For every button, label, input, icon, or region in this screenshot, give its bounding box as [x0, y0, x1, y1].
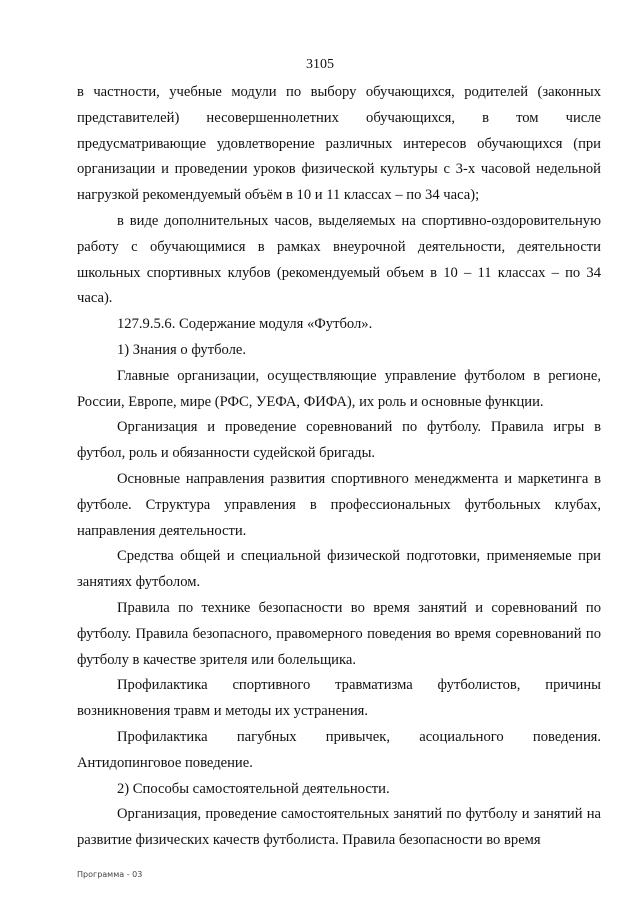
- paragraph: в виде дополнительных часов, выделяемых на спортивно-оздоровительную работу с обучающимися в рамках внеурочной деятельности, деятельности школьных спортивных клубов (рекомендуемый объем в 10 – 11 классах – по 34 часа).: [77, 212, 601, 307]
- paragraph: Главные организации, осуществляющие управление футболом в регионе, России, Европе, мире (РФС, УЕФА, ФИФА), их роль и основные функции.: [77, 367, 601, 410]
- paragraph: Профилактика пагубных привычек, асоциального поведения. Антидопинговое поведение.: [77, 728, 601, 771]
- paragraph: Профилактика спортивного травматизма футболистов, причины возникновения травм и методы их устранения.: [77, 677, 601, 720]
- paragraph: в частности, учебные модули по выбору обучающихся, родителей (законных представителей) несовершеннолетних обучающихся, в том числе предусматривающие удовлетворение различных интересов обучающихся (при организации и проведении уроков физической культуры с 3-х часовой недельной нагрузкой рекомендуемый объём в 10 и 11 классах – по 34 часа);: [77, 84, 601, 204]
- paragraph: Правила по технике безопасности во время занятий и соревнований по футболу. Правила безопасного, правомерного поведения во время соревнований по футболу в качестве зрителя или болельщика.: [77, 599, 601, 668]
- section-heading: 127.9.5.6. Содержание модуля «Футбол».: [117, 316, 373, 333]
- subsection-heading: 1) Знания о футболе.: [117, 341, 247, 358]
- page-footer: Программа - 03: [77, 870, 143, 879]
- paragraph: Организация, проведение самостоятельных занятий по футболу и занятий на развитие физических качеств футболиста. Правила безопасности во время: [77, 806, 601, 849]
- paragraph: Средства общей и специальной физической подготовки, применяемые при занятиях футболом.: [77, 548, 601, 591]
- document-body: [77, 80, 601, 854]
- paragraph: Основные направления развития спортивного менеджмента и маркетинга в футболе. Структура управления в профессиональных футбольных клубах, направления деятельности.: [77, 470, 601, 539]
- page-number: 3105: [306, 57, 334, 72]
- subsection-heading: 2) Способы самостоятельной деятельности.: [117, 780, 390, 797]
- paragraph: Организация и проведение соревнований по футболу. Правила игры в футбол, роль и обязанности судейской бригады.: [77, 419, 601, 462]
